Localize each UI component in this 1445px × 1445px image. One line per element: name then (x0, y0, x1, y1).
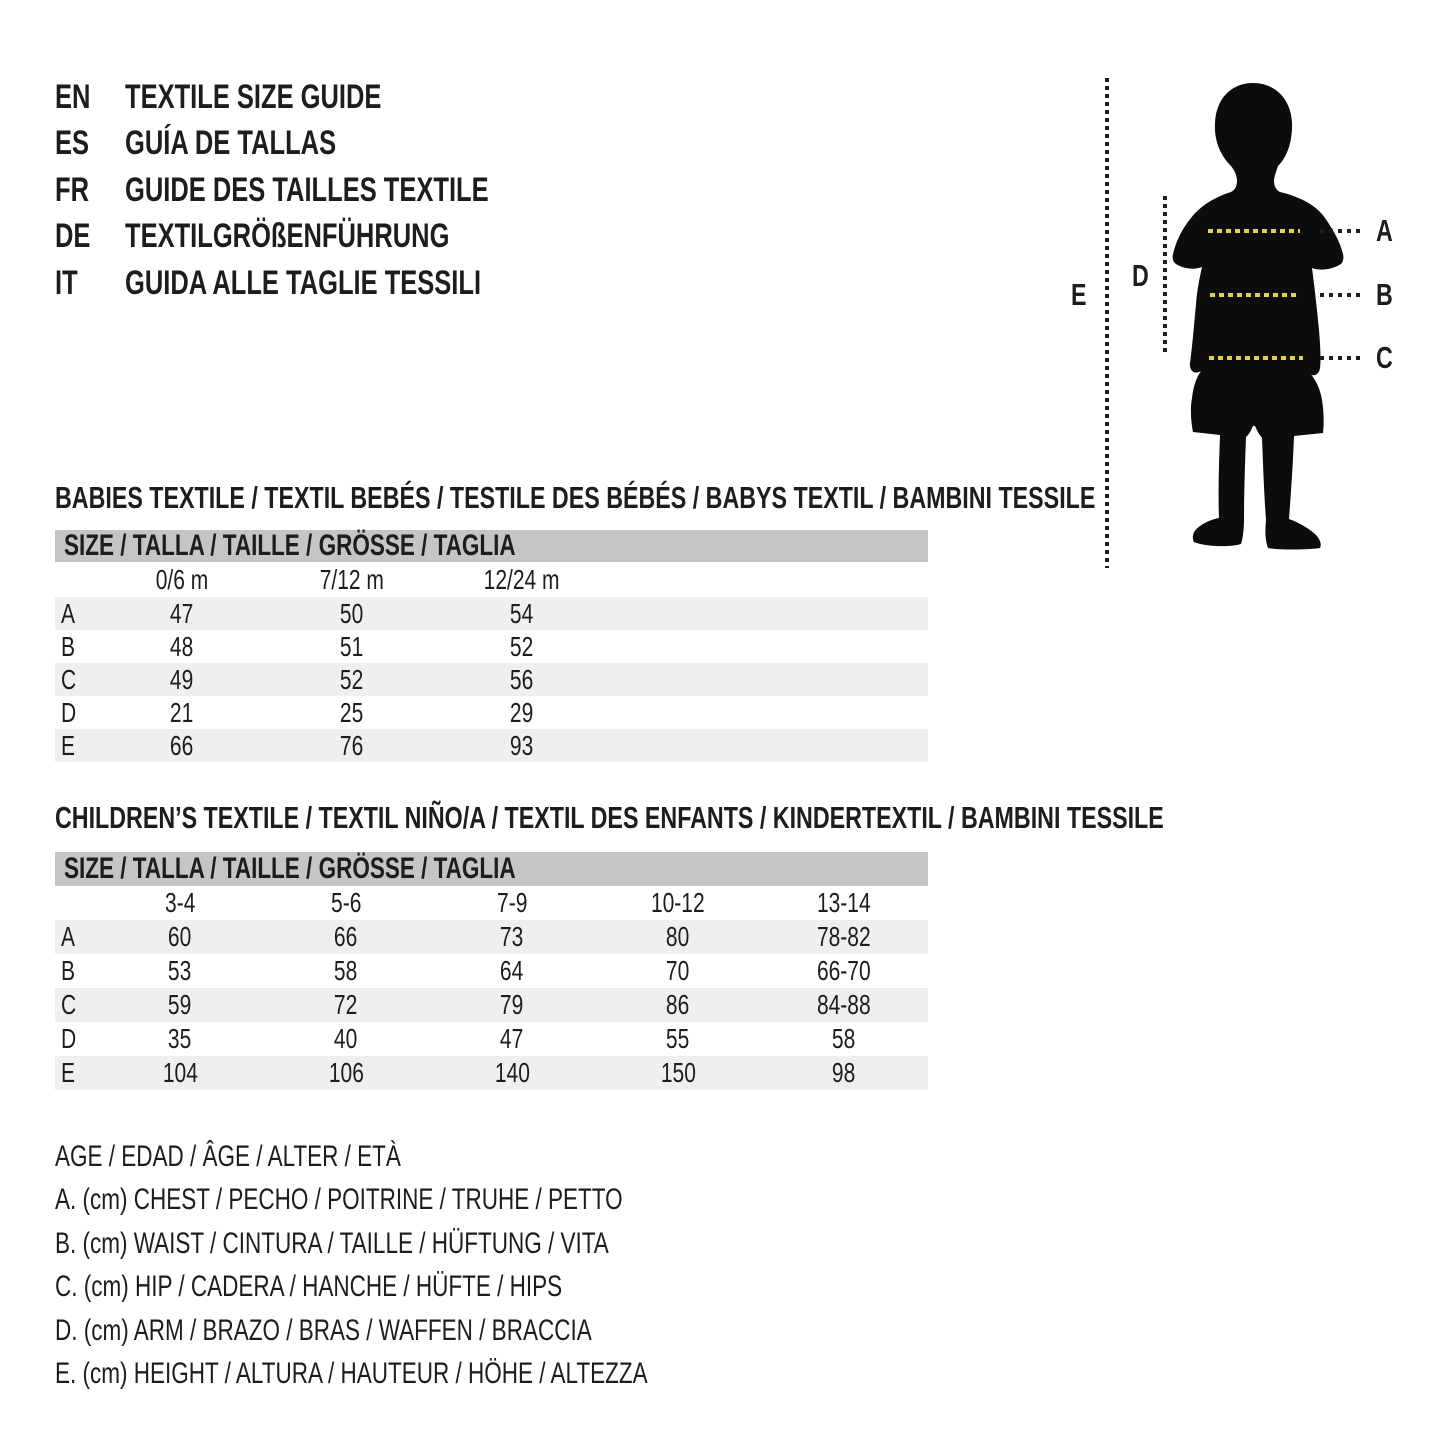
measure-label-b: B (1376, 277, 1393, 312)
language-title: TEXTILE SIZE GUIDE (125, 77, 382, 116)
hip-measure-dashes (1320, 356, 1364, 360)
legend-line-chest: A. (cm) CHEST / PECHO / POITRINE / TRUHE / PETTO (55, 1183, 623, 1217)
measurements-legend (55, 1135, 845, 1396)
measure-value: 52 (340, 663, 364, 695)
measure-value: 140 (494, 1057, 530, 1088)
measure-value: 49 (170, 663, 194, 695)
size-column-header: 0/6 m (155, 563, 209, 595)
measure-row-label: C (61, 663, 77, 695)
measure-value: 104 (162, 1057, 198, 1088)
size-column-header: 7-9 (496, 887, 528, 918)
language-code: EN (55, 77, 91, 116)
column-header-row (55, 886, 928, 920)
childrens-size-table (55, 852, 928, 1090)
measure-value: 53 (168, 955, 192, 986)
measure-row-label: D (61, 1023, 77, 1054)
measure-row-label: C (61, 989, 77, 1020)
language-code: IT (55, 263, 78, 302)
measure-row (55, 988, 928, 1022)
legend-line-height: E. (cm) HEIGHT / ALTURA / HAUTEUR / HÖHE / ALTEZZA (55, 1357, 648, 1391)
language-row-fr (55, 167, 610, 214)
measure-row-label: E (61, 1057, 76, 1088)
measure-row-label: B (61, 955, 76, 986)
measure-value: 58 (334, 955, 358, 986)
language-row-en (55, 74, 610, 121)
language-title: GUIDE DES TAILLES TEXTILE (125, 170, 489, 209)
language-code: ES (55, 124, 90, 163)
size-column-header: 3-4 (164, 887, 196, 918)
measure-value: 64 (500, 955, 524, 986)
measure-row-label: A (61, 597, 76, 629)
measure-value: 58 (832, 1023, 856, 1054)
measure-value: 70 (666, 955, 690, 986)
measure-value: 98 (832, 1057, 856, 1088)
measure-label-d: D (1132, 258, 1149, 293)
language-code: FR (55, 170, 89, 209)
measure-row (55, 696, 928, 729)
measure-value: 47 (500, 1023, 524, 1054)
size-column-header: 7/12 m (319, 563, 385, 595)
language-guide-header (55, 74, 610, 307)
waist-measure-dashes-on-body (1210, 293, 1298, 297)
legend-line-waist: B. (cm) WAIST / CINTURA / TAILLE / HÜFTUNG / VITA (55, 1226, 609, 1260)
measure-value: 93 (510, 729, 534, 761)
measure-row (55, 630, 928, 663)
measure-row-label: E (61, 729, 76, 761)
size-header-bar: SIZE / TALLA / TAILLE / GRÖSSE / TAGLIA (55, 530, 928, 562)
legend-line-age: AGE / EDAD / ÂGE / ALTER / ETÀ (55, 1139, 401, 1173)
measure-value: 35 (168, 1023, 192, 1054)
measure-row (55, 663, 928, 696)
chest-measure-dashes-on-body (1208, 229, 1300, 233)
measure-value: 48 (170, 630, 194, 662)
measure-value: 86 (666, 989, 690, 1020)
measure-value: 66 (170, 729, 194, 761)
measure-row (55, 597, 928, 630)
waist-measure-dashes (1320, 293, 1363, 297)
measure-value: 66-70 (817, 955, 871, 986)
legend-line-arm: D. (cm) ARM / BRAZO / BRAS / WAFFEN / BRACCIA (55, 1313, 592, 1347)
measure-value: 25 (340, 696, 364, 728)
language-row-de (55, 214, 610, 261)
measure-row (55, 729, 928, 762)
chest-measure-dashes (1320, 229, 1364, 233)
measure-label-a: A (1376, 213, 1393, 248)
measure-row (55, 954, 928, 988)
babies-section-title: BABIES TEXTILE / TEXTIL BEBÉS / TESTILE DES BÉBÉS / BABYS TEXTIL / BAMBINI TESSILE (55, 479, 1096, 515)
measure-label-e: E (1071, 277, 1087, 312)
language-row-es (55, 121, 610, 168)
measure-row (55, 1056, 928, 1090)
measure-value: 47 (170, 597, 194, 629)
language-title: GUIDA ALLE TAGLIE TESSILI (125, 263, 482, 302)
measure-row-label: B (61, 630, 76, 662)
measure-value: 80 (666, 921, 690, 952)
measure-value: 72 (334, 989, 358, 1020)
child-silhouette-icon (1158, 78, 1358, 558)
measure-value: 55 (666, 1023, 690, 1054)
size-header-bar: SIZE / TALLA / TAILLE / GRÖSSE / TAGLIA (55, 852, 928, 886)
measure-value: 50 (340, 597, 364, 629)
hip-measure-dashes-on-body (1209, 356, 1303, 360)
size-column-header: 10-12 (651, 887, 705, 918)
size-column-header: 13-14 (817, 887, 871, 918)
measure-value: 52 (510, 630, 534, 662)
measure-value: 51 (340, 630, 364, 662)
measure-value: 21 (170, 696, 194, 728)
measure-value: 84-88 (817, 989, 871, 1020)
childrens-section-title: CHILDREN’S TEXTILE / TEXTIL NIÑO/A / TEXTIL DES ENFANTS / KINDERTEXTIL / BAMBINI TESSILE (55, 799, 1164, 835)
language-title: TEXTILGRÖßENFÜHRUNG (125, 217, 450, 256)
column-header-row (55, 562, 928, 597)
language-title: GUÍA DE TALLAS (125, 124, 337, 163)
measure-value: 79 (500, 989, 524, 1020)
measure-value: 54 (510, 597, 534, 629)
size-column-header: 12/24 m (484, 563, 560, 595)
legend-line-hip: C. (cm) HIP / CADERA / HANCHE / HÜFTE / HIPS (55, 1270, 563, 1304)
measure-value: 73 (500, 921, 524, 952)
size-column-header: 5-6 (330, 887, 362, 918)
language-row-it (55, 260, 610, 307)
measure-value: 150 (660, 1057, 696, 1088)
babies-size-table (55, 530, 928, 762)
language-code: DE (55, 217, 91, 256)
measure-value: 76 (340, 729, 364, 761)
measure-value: 56 (510, 663, 534, 695)
measure-value: 40 (334, 1023, 358, 1054)
measure-value: 29 (510, 696, 534, 728)
measure-value: 78-82 (817, 921, 871, 952)
measure-label-c: C (1376, 340, 1393, 375)
measure-row (55, 920, 928, 954)
measure-row-label: D (61, 696, 77, 728)
measure-value: 106 (328, 1057, 364, 1088)
measure-row (55, 1022, 928, 1056)
measure-value: 59 (168, 989, 192, 1020)
measure-row-label: A (61, 921, 76, 952)
measure-value: 66 (334, 921, 358, 952)
measure-value: 60 (168, 921, 192, 952)
